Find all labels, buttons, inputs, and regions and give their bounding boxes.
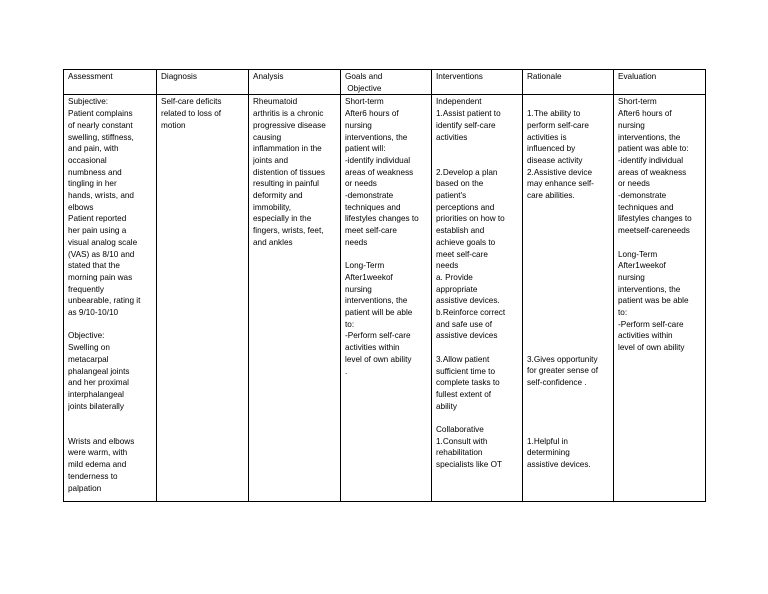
header-row <box>64 70 706 95</box>
cell-line: patient will be able <box>345 308 413 318</box>
cell-line: progressive disease <box>253 120 326 130</box>
cell-line: Self-care deficits <box>161 97 222 107</box>
cell-line: Patient reported <box>68 214 127 224</box>
cell-line: achieve goals to <box>436 237 496 247</box>
cell-line: meetself-careneeds <box>618 226 690 236</box>
cell-line: activities <box>436 132 468 142</box>
cell-line: ability <box>436 401 457 411</box>
cell-line: and ankles <box>253 237 293 247</box>
cell-line: to: <box>345 319 355 329</box>
cell-line: -identify individual <box>618 155 684 165</box>
cell-line: stated that the <box>68 261 120 271</box>
cell-line: especially in the <box>253 214 312 224</box>
header-diagnosis: Diagnosis <box>157 70 249 95</box>
header-evaluation: Evaluation <box>614 70 706 95</box>
cell-line: areas of weakness <box>345 167 414 177</box>
cell-line: and safe use of <box>436 319 492 329</box>
cell-line: After6 hours of <box>618 109 672 119</box>
cell-line <box>527 307 609 319</box>
header-interventions: Interventions <box>432 70 523 95</box>
cell-line: perform self-care <box>527 120 589 130</box>
cell-line: activities is <box>527 132 567 142</box>
cell-line: tenderness to <box>68 471 118 481</box>
cell-line: assistive devices. <box>527 459 591 469</box>
cell-line: fingers, wrists, feet, <box>253 226 324 236</box>
cell-line <box>436 342 518 354</box>
cell-line: causing <box>253 132 282 142</box>
cell-line: arthritis is a chronic <box>253 109 324 119</box>
cell-line <box>527 96 609 108</box>
cell-line: tingling in her <box>68 179 117 189</box>
cell-line: interventions, the <box>345 296 408 306</box>
cell-line: techniques and <box>618 202 674 212</box>
cell-line: identify self-care <box>436 120 496 130</box>
cell-line: swelling, stiffness, <box>68 132 134 142</box>
cell-line: hands, wrists, and <box>68 191 134 201</box>
cell-line: 2.Develop a plan <box>436 167 498 177</box>
cell-line: distention of tissues <box>253 167 325 177</box>
cell-line: mild edema and <box>68 460 127 470</box>
cell-line: numbness and <box>68 167 122 177</box>
cell-line <box>527 342 609 354</box>
cell-line: appropriate <box>436 284 478 294</box>
cell-line: Rheumatoid <box>253 97 298 107</box>
cell-line: needs <box>345 237 368 247</box>
cell-line: After1weekof <box>345 272 393 282</box>
cell-line: level of own ability <box>345 354 412 364</box>
cell-line: interphalangeal <box>68 389 124 399</box>
cell-line: assistive devices. <box>436 296 500 306</box>
cell-line <box>527 400 609 412</box>
cell-line: complete tasks to <box>436 378 500 388</box>
cell-rationale <box>523 95 614 502</box>
cell-line: Long-Term <box>345 261 385 271</box>
cell-line: patient was able to: <box>618 144 689 154</box>
cell-goals <box>341 95 432 502</box>
cell-line: After1weekof <box>618 261 666 271</box>
cell-line: establish and <box>436 226 485 236</box>
cell-line: Swelling on <box>68 343 110 353</box>
cell-line: a. Provide <box>436 272 473 282</box>
cell-line: determining <box>527 448 570 458</box>
header-analysis: Analysis <box>249 70 341 95</box>
cell-line: Patient complains <box>68 109 133 119</box>
cell-line <box>527 330 609 342</box>
cell-line <box>527 412 609 424</box>
cell-line: -demonstrate <box>345 191 394 201</box>
cell-line: priorities on how to <box>436 214 505 224</box>
cell-line: meet self-care <box>345 226 397 236</box>
cell-line: Subjective: <box>68 97 109 107</box>
cell-line: patient's <box>436 191 467 200</box>
cell-line: assistive devices <box>436 331 498 341</box>
cell-line: 3.Gives opportunity <box>527 354 598 364</box>
cell-line: patient was be able <box>618 296 689 306</box>
cell-line: -identify individual <box>345 155 411 165</box>
cell-line: elbows <box>68 202 94 212</box>
cell-line: and her proximal <box>68 378 129 388</box>
cell-line <box>527 284 609 296</box>
cell-line: care abilities. <box>527 191 575 201</box>
cell-line <box>527 202 609 214</box>
cell-line: nursing <box>618 120 645 130</box>
cell-line: joints and <box>253 155 289 165</box>
cell-line <box>527 225 609 237</box>
cell-line <box>436 143 518 155</box>
cell-line: perceptions and <box>436 202 495 212</box>
cell-line <box>68 412 152 424</box>
cell-line: self-confidence . <box>527 378 587 388</box>
cell-line: and pain, with <box>68 144 119 154</box>
cell-line: After6 hours of <box>345 109 399 119</box>
cell-line: phalangeal joints <box>68 366 130 376</box>
cell-line: 1.Consult with <box>436 436 488 446</box>
cell-line: meet self-care <box>436 249 488 259</box>
cell-line: interventions, the <box>618 132 681 142</box>
cell-line: inflammation in the <box>253 144 322 154</box>
cell-line: frequently <box>68 284 104 294</box>
cell-line: Objective: <box>68 331 105 341</box>
header-rationale: Rationale <box>523 70 614 95</box>
cell-line <box>618 237 701 249</box>
cell-line: fullest extent of <box>436 389 492 399</box>
cell-line: Collaborative <box>436 425 484 435</box>
cell-line: or needs <box>618 179 650 189</box>
cell-line: patient will: <box>345 144 386 154</box>
cell-line: specialists like OT <box>436 460 502 470</box>
cell-line: lifestyles changes to <box>345 214 419 224</box>
cell-line <box>527 319 609 331</box>
cell-line: sufficient time to <box>436 366 496 376</box>
cell-line: 3.Allow patient <box>436 354 490 364</box>
cell-line: of nearly constant <box>68 120 133 130</box>
cell-interventions <box>432 95 523 502</box>
cell-line: 1.The ability to <box>527 109 581 119</box>
cell-line: needs <box>436 261 459 271</box>
cell-line: motion <box>161 120 186 130</box>
cell-line: nursing <box>345 120 372 130</box>
cell-line <box>527 295 609 307</box>
cell-line: or needs <box>345 179 377 189</box>
cell-line: rehabilitation <box>436 448 483 458</box>
cell-line: immobility, <box>253 202 292 212</box>
cell-line: interventions, the <box>618 284 681 294</box>
cell-line <box>527 272 609 284</box>
nursing-care-plan-table <box>63 69 706 502</box>
cell-line: (VAS) as 8/10 and <box>68 249 135 259</box>
cell-line: to: <box>618 308 628 318</box>
cell-line: level of own ability <box>618 343 685 353</box>
cell-assessment <box>64 95 157 502</box>
cell-line: areas of weakness <box>618 167 687 177</box>
cell-line: interventions, the <box>345 132 408 142</box>
cell-line <box>436 155 518 167</box>
cell-line: 1.Assist patient to <box>436 109 501 119</box>
cell-line: techniques and <box>345 202 401 212</box>
cell-line: morning pain was <box>68 272 133 282</box>
cell-line: -Perform self-care <box>345 331 411 341</box>
cell-line: Independent <box>436 97 482 107</box>
cell-line <box>436 412 518 424</box>
cell-line: Short-term <box>345 97 384 107</box>
cell-line: -demonstrate <box>618 191 667 201</box>
cell-line <box>527 237 609 249</box>
cell-line: . <box>345 366 348 376</box>
cell-line: influenced by <box>527 144 576 154</box>
cell-line <box>68 424 152 436</box>
header-goals: Goals and Objective <box>341 70 432 95</box>
cell-line <box>527 248 609 260</box>
cell-line: based on the <box>436 179 484 189</box>
cell-line <box>527 213 609 225</box>
cell-line: 1.Helpful in <box>527 436 568 446</box>
cell-line: unbearable, rating it <box>68 296 141 306</box>
cell-line: for greater sense of <box>527 366 598 376</box>
cell-line: occasional <box>68 155 107 165</box>
cell-line: deformity and <box>253 191 303 201</box>
cell-evaluation <box>614 95 706 502</box>
cell-line: palpation <box>68 483 102 493</box>
cell-line: related to loss of <box>161 109 222 119</box>
cell-line: Long-Term <box>618 249 658 259</box>
cell-line: were warm, with <box>68 448 128 458</box>
cell-diagnosis <box>157 95 249 502</box>
cell-line: joints bilaterally <box>68 401 124 411</box>
cell-line: Short-term <box>618 97 657 107</box>
cell-line: nursing <box>345 284 372 294</box>
cell-analysis <box>249 95 341 502</box>
cell-line: b.Reinforce correct <box>436 308 506 318</box>
cell-line: resulting in painful <box>253 179 319 189</box>
cell-line <box>527 260 609 272</box>
cell-line <box>68 319 152 331</box>
cell-line <box>345 249 427 261</box>
cell-line: 2.Assistive device <box>527 167 593 177</box>
cell-line <box>527 424 609 436</box>
cell-line: as 9/10-10/10 <box>68 308 119 318</box>
care-plan-row <box>64 95 706 502</box>
cell-line: disease activity <box>527 155 583 165</box>
cell-line <box>527 389 609 401</box>
cell-line: activities within <box>345 343 400 353</box>
cell-line: -Perform self-care <box>618 319 684 329</box>
cell-line: activities within <box>618 331 673 341</box>
cell-line: metacarpal <box>68 354 109 364</box>
cell-line: Wrists and elbows <box>68 436 135 446</box>
cell-line: visual analog scale <box>68 237 138 247</box>
header-assessment: Assessment <box>64 70 157 95</box>
cell-line: nursing <box>618 272 645 282</box>
cell-line: lifestyles changes to <box>618 214 692 224</box>
cell-line: her pain using a <box>68 226 127 236</box>
cell-line: may enhance self- <box>527 179 594 189</box>
